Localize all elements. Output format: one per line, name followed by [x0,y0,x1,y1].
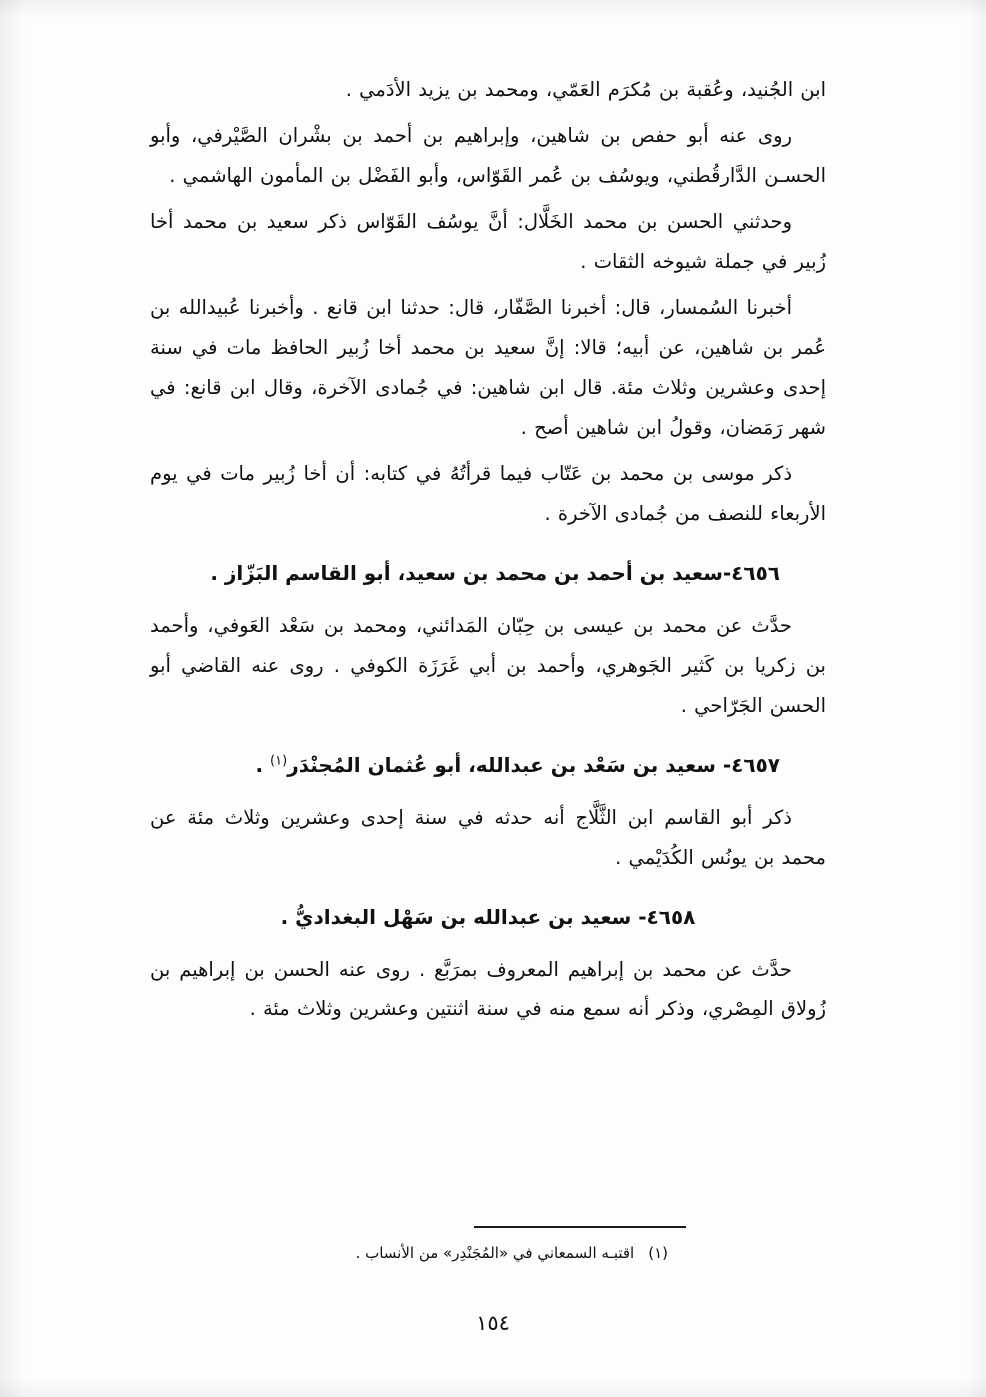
paragraph: ذكر أبو القاسم ابن الثَّلَّاج أنه حدثه في سنة إحدى وعشرين وثلاث مئة عن محمد بن يونُس الكُدَيْمي . [150,805,826,869]
paragraph: وحدثني الحسن بن محمد الخَلَّال: أنَّ يوسُف القَوّاس ذكر سعيد بن محمد أخا زُبير في جملة شيوخه الثقات . [150,209,826,273]
footnote-marker: (١) [270,752,288,768]
page-number: ١٥٤ [476,1311,510,1335]
footnote-area [150,1226,826,1267]
paragraph: ذكر موسى بن محمد بن عَتّاب فيما قرأتُهُ في كتابه: أن أخا زُبير مات في يوم الأربعاء للنصف من جُمادى الآخرة . [150,461,826,525]
footnote-number: (١) [648,1244,668,1262]
paragraph: أخبرنا السُمسار، قال: أخبرنا الصَّفّار، قال: حدثنا ابن قانع . وأخبرنا عُبيدالله بن عُمر بن شاهين، عن أبيه؛ قالا: إنَّ سعيد بن محمد أخا زُبير الحافظ مات في سنة إحدى وعشرين وثلاث مئة. قال ابن شاهين: في جُمادى الآخرة، وقال ابن قانع: في شهر رَمَضان، وقولُ ابن شاهين أصح . [150,295,826,439]
paragraph: حدَّث عن محمد بن عيسى بن حِبّان المَدائني، ومحمد بن سَعْد العَوفي، وأحمد بن زكريا بن كَثير الجَوهري، وأحمد بن أبي غَرَزَة الكوفي . روى عنه القاضي أبو الحسن الجَرّاحي . [150,613,826,717]
biography-entry-heading: ٤٦٥٦-سعيد بن أحمد بن محمد بن سعيد، أبو القاسم البَزّاز . [210,560,780,585]
footnote-divider [474,1226,686,1228]
footnote [150,1240,826,1267]
biography-entry-heading: ٤٦٥٨- سعيد بن عبدالله بن سَهْل البغداديُّ . [280,904,696,929]
footnote-text: اقتبـه السمعاني في «المُجَنْدِر» من الأنساب . [355,1244,635,1262]
scan-edge-left [0,0,26,1397]
entry-heading-tail: . [255,752,271,777]
biography-entry-heading [150,746,826,784]
page-body [150,70,826,1035]
scan-edge-right [964,0,986,1397]
scan-edge-bottom [0,1377,986,1397]
entry-heading-text: ٤٦٥٧- سعيد بن سَعْد بن عبدالله، أبو عُثمان المُجنْدَر [287,752,780,777]
scan-edge-top [0,0,986,18]
paragraph: روى عنه أبو حفص بن شاهين، وإبراهيم بن أحمد بن بشْران الصَّيْرفي، وأبو الحسـن الدَّارقُطني، ويوسُف بن عُمر القَوّاس، وأبو الفَضْل بن المأمون الهاشمي . [150,123,826,187]
paragraph: ابن الجُنيد، وعُقبة بن مُكرَم العَمّي، ومحمد بن يزيد الأدَمي . [345,78,826,101]
paragraph: حدَّث عن محمد بن إبراهيم المعروف بمرَبَّع . روى عنه الحسن بن إبراهيم بن زُولاق المِصْري، وذكر أنه سمع منه في سنة اثنتين وعشرين وثلاث مئة . [150,957,826,1021]
